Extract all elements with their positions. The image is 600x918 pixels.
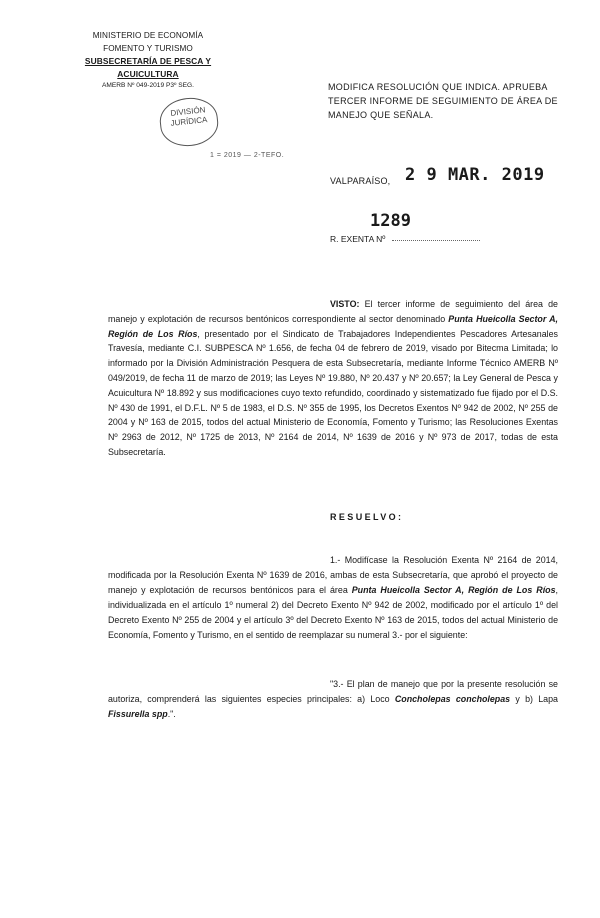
place-label: VALPARAÍSO, [330, 176, 391, 186]
numeral-3-paragraph [108, 677, 558, 722]
resolution-label: R. EXENTA Nº [330, 234, 386, 244]
p2-text-3: .". [167, 709, 176, 719]
resolution-number: 1289 [370, 211, 411, 231]
date-stamp: 2 9 MAR. 2019 [405, 165, 545, 185]
stamp-line1: DIVISIÓN [169, 105, 206, 118]
species-1: Concholepas concholepas [394, 694, 511, 704]
stamp-line2: JURÍDICA [170, 115, 208, 128]
resuelvo-heading: RESUELVO: [330, 512, 404, 522]
header-ministry: MINISTERIO DE ECONOMÍA [92, 31, 204, 40]
p1-area-name: Punta Hueicolla Sector A, Región de Los Ríos [351, 585, 556, 595]
article-1-paragraph [108, 553, 558, 643]
species-2: Fissurella spp [108, 709, 168, 719]
p1-text-2: , individualizada en el artículo 1º numeral 2) del Decreto Exento Nº 942 de 2002, modificado por el artículo 1º del Decreto Exento Nº 255 de 2004 y el artículo 3º del Decreto Exento Nº 163 de 2015, todos del actual Ministerio de Economía, Fomento y Turismo, en el sentido de reemplazar su numeral 3.- por el siguiente: [108, 585, 558, 640]
visto-text-1: El tercer informe de seguimiento del área de manejo y explotación de recursos bentónicos correspondiente al sector denominado [108, 299, 558, 324]
header-subsecretaria: SUBSECRETARÍA DE PESCA Y ACUICULTURA [84, 56, 212, 79]
p2-text-2: y b) Lapa [510, 694, 558, 704]
visto-label: VISTO: [330, 299, 360, 309]
visto-area-name: Punta Hueicolla Sector A, Región de Los Ríos [108, 313, 558, 339]
visto-paragraph [108, 297, 558, 460]
p2-text-1: "3.- El plan de manejo que por la presente resolución se autoriza, comprenderá las siguientes especies principales: a) Loco [108, 679, 558, 704]
header-ministry-sub: FOMENTO Y TURISMO [103, 43, 193, 53]
header-reference: AMERB Nº 049-2019 P3º SEG. [101, 82, 195, 89]
stamp-reference: 1 = 2019 — 2-TEFO. [210, 152, 285, 159]
ministry-header [58, 30, 238, 93]
visto-text-2: , presentado por el Sindicato de Trabajadores Independientes Pescadores Artesanales Travesía, mediante C.I. SUBPESCA Nº 1.656, de fecha 04 de febrero de 2019, visado por Bitecma Limitada; lo informado por la División Administración Pesquera de esta Subsecretaría, mediante Informe Técnico AMERB Nº 049/2019, de fecha 11 de marzo de 2019; las Leyes Nº 19.880, Nº 20.437 y Nº 20.657; la Ley General de Pesca y Acuicultura Nº 18.892 y sus modificaciones cuyo texto refundido, coordinado y sistematizado fue fijado por el D.S. Nº 430 de 1991, el D.F.L. Nº 5 de 1983, el D.S. Nº 355 de 1995, los Decretos Exentos Nº 942 de 2002, Nº 255 de 2004 y Nº 163 de 2015, todos del actual Ministerio de Economía, Fomento y Turismo; las Resoluciones Exentas Nº 2963 de 2012, Nº 1725 de 2013, Nº 2164 de 2014, Nº 1639 de 2016 y Nº 973 de 2017, todas de esta Subsecretaría. [108, 328, 558, 457]
dotted-line [392, 240, 480, 241]
resolution-title: MODIFICA RESOLUCIÓN QUE INDICA. APRUEBA TERCER INFORME DE SEGUIMIENTO DE ÁREA DE MANEJO QUE SEÑALA. [328, 82, 558, 120]
division-stamp [158, 95, 221, 149]
p1-text-1: 1.- Modifícase la Resolución Exenta Nº 2164 de 2014, modificada por la Resolución Exenta Nº 1639 de 2016, ambas de esta Subsecretaría, que aprobó el proyecto de manejo y explotación de recursos bentónicos para el área [108, 555, 558, 595]
